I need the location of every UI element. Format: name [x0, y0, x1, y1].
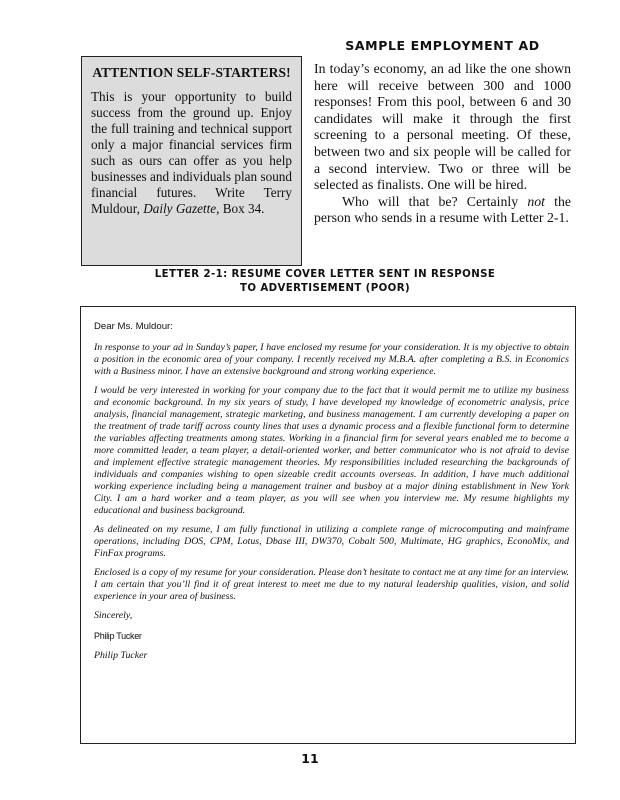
letter-paragraph-4: Enclosed is a copy of my resume for your consideration. Please don’t hesitate to contact me at any time for an interview. I am certain that you’ll find it of great interest to meet me due to my natural leadership qualities, vision, and solid experience in your area of business. — [94, 567, 569, 602]
ad-body-text: This is your opportunity to build success from the ground up. Enjoy the full training and technical support only a major financial services firm such as ours can offer as you help businesses and individuals plan sound financial futures. Write Terry Muldour, — [91, 89, 292, 216]
letter-closing: Sincerely, — [94, 610, 133, 621]
caption-line-2: TO ADVERTISEMENT (POOR) — [239, 283, 411, 294]
sample-ad-sidebar — [314, 38, 571, 227]
page-number: 11 — [301, 751, 319, 766]
ad-publication: Daily Gazette — [143, 201, 217, 216]
sidebar-paragraph-1: In today’s economy, an ad like the one shown here will receive between 300 and 1000 responses! From this pool, between 6 and 30 candidates will make it through the first screening to a personal meeting. Of these, between two and six people will be called for a second interview. Two or three will be selected as finalists. One will be hired. — [314, 61, 571, 193]
ad-body — [91, 89, 292, 217]
sidebar-paragraph-2 — [314, 194, 571, 227]
ad-headline: ATTENTION SELF-STARTERS! — [92, 65, 291, 80]
letter-paragraph-2: I would be very interested in working for your company due to the fact that it would permit me to utilize my business and economic background. In my six years of study, I have developed my knowledge of econometric analysis, price analysis, financial management, strategic marketing, and business management. I am currently developing a paper on the treatment of trade tariff across county lines that uses a dynamic process and a flexible functional form to determine the variables affecting treatments among states. Working in a financial firm for several years enabled me to become a more committed leader, a team player, a detail-oriented worker, and better communicator who is not afraid to devise and implement effective strategic management theories. My responsibilities included researching the backgrounds of individuals and companies wishing to open sizeable credit accounts overseas. In addition, I have much additional working experience including being a management trainer and busboy at a major dining establishment in New York City. I am a hard worker and a team player, as you will see when you interview me. My resume highlights my educational and business background. — [94, 385, 569, 516]
ad-body-end: , Box 34. — [216, 201, 265, 216]
letter-signature: Philip Tucker — [94, 631, 142, 641]
letter-typed-name: Philip Tucker — [94, 650, 148, 661]
letter-caption — [80, 268, 570, 296]
sidebar-title: SAMPLE EMPLOYMENT AD — [345, 38, 540, 53]
cover-letter-box — [80, 306, 576, 744]
caption-line-1: LETTER 2-1: RESUME COVER LETTER SENT IN RESPONSE — [154, 269, 496, 280]
employment-ad-box — [81, 56, 302, 266]
letter-paragraph-1: In response to your ad in Sunday’s paper, I have enclosed my resume for your consideration. It is my objective to obtain a position in the economic area of your company. I recently received my M.B.A. after completing a B.S. in Economics with a Business minor. I have an extensive background and strong working experience. — [94, 342, 569, 377]
sidebar-p2-emphasis: not — [527, 193, 545, 209]
letter-salutation: Dear Ms. Muldour: — [94, 321, 173, 332]
sidebar-p2-end: the person who sends in a resume with Letter 2-1. — [314, 193, 571, 226]
sidebar-p2-start: Who will that be? Certainly — [342, 193, 528, 209]
letter-paragraph-3: As delineated on my resume, I am fully functional in utilizing a complete range of microcomputing and mainframe operations, including DOS, CPM, Lotus, Dbase III, DW370, Cobalt 500, Multimate, HG graphics, EconoMix, and FinFax programs. — [94, 524, 569, 559]
